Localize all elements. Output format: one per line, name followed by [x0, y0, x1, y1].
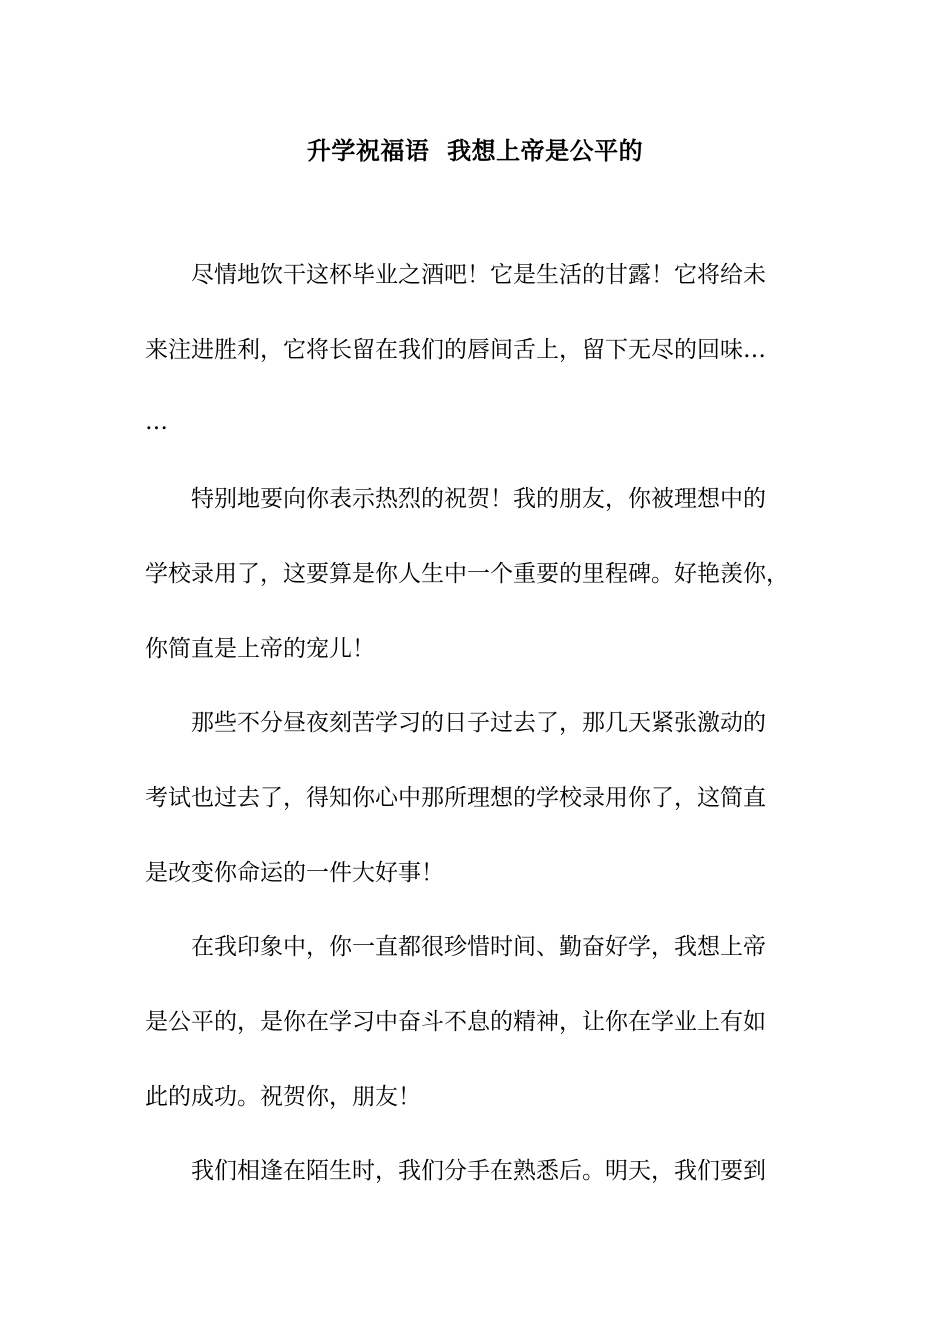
- paragraph-line: …: [145, 409, 168, 435]
- document-title: 升学祝福语 我想上帝是公平的: [306, 136, 644, 165]
- paragraph-line: 那些不分昼夜刻苦学习的日子过去了，那几天紧张激动的: [145, 710, 766, 736]
- paragraph-line: 考试也过去了，得知你心中那所理想的学校录用你了，这简直: [145, 785, 766, 811]
- paragraph-line: 特别地要向你表示热烈的祝贺！我的朋友，你被理想中的: [145, 486, 766, 512]
- paragraph-line: 我们相逢在陌生时，我们分手在熟悉后。明天，我们要到: [145, 1158, 766, 1184]
- paragraph-line: 此的成功。祝贺你，朋友！: [145, 1084, 421, 1110]
- paragraph-line: 是公平的，是你在学习中奋斗不息的精神，让你在学业上有如: [145, 1009, 766, 1035]
- paragraph-line: 在我印象中，你一直都很珍惜时间、勤奋好学，我想上帝: [145, 934, 766, 960]
- paragraph-line: 是改变你命运的一件大好事！: [145, 860, 444, 886]
- paragraph-line: 尽情地饮干这杯毕业之酒吧！它是生活的甘露！它将给未: [145, 262, 766, 288]
- paragraph-line: 你简直是上帝的宠儿！: [145, 636, 375, 662]
- paragraph-line: 学校录用了，这要算是你人生中一个重要的里程碑。好艳羡你，: [145, 561, 789, 587]
- paragraph-line: 来注进胜利，它将长留在我们的唇间舌上，留下无尽的回味…: [145, 337, 766, 363]
